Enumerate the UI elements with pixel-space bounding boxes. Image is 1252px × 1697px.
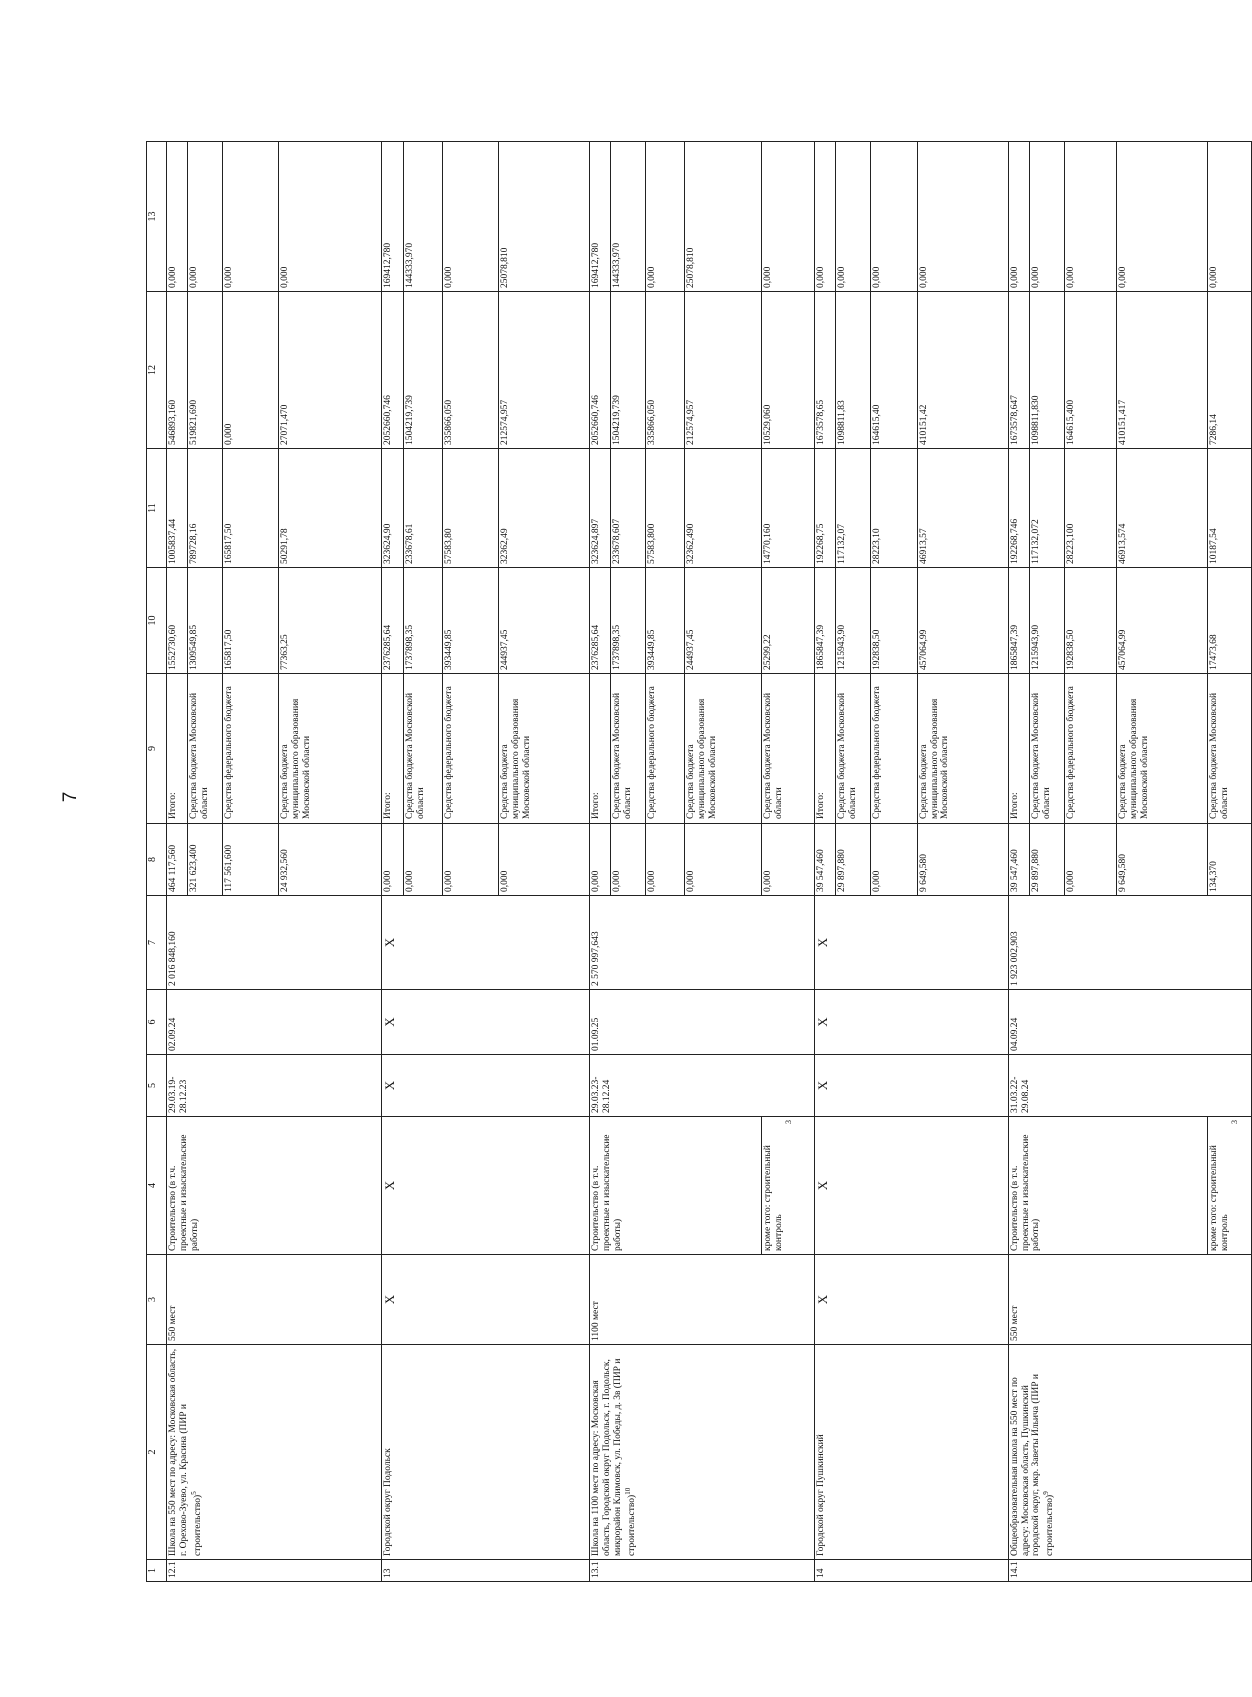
row-number: 13.1 bbox=[589, 1560, 814, 1582]
value-cell: 32362,49 bbox=[498, 449, 589, 568]
fund-label: Средства бюджета Московской области bbox=[188, 674, 223, 824]
value-cell: 1005837,44 bbox=[167, 449, 188, 568]
fund-label: Средства бюджета муниципального образования Московской области bbox=[498, 674, 589, 824]
value-cell: 14770,160 bbox=[762, 449, 814, 568]
fund-label: Средства федерального бюджета bbox=[223, 674, 279, 824]
value-cell: 7286,14 bbox=[1207, 292, 1251, 449]
x-mark: X bbox=[382, 1255, 589, 1345]
value-cell: 39 547,460 bbox=[1008, 824, 1029, 896]
x-mark: X bbox=[814, 1055, 1008, 1117]
x-mark: X bbox=[382, 1055, 589, 1117]
value-cell: 1098811,830 bbox=[1029, 292, 1064, 449]
value-cell: 1673578,65 bbox=[814, 292, 835, 449]
value-cell: 46913,57 bbox=[917, 449, 1008, 568]
value-cell: 192268,746 bbox=[1008, 449, 1029, 568]
header-cell: 13 bbox=[147, 142, 167, 292]
value-cell: 1215943,90 bbox=[835, 568, 870, 674]
object-name: Общеобразовательная школа на 550 мест по адресу: Московская область, Пушкинский городской округ, мкр. Заветы Ильича (ПИР и строительство)$^9$ bbox=[1008, 1345, 1251, 1560]
value-cell: 1504219,739 bbox=[403, 292, 442, 449]
fund-label: Средства бюджета муниципального образования Московской области bbox=[1116, 674, 1207, 824]
value-cell: 0,000 bbox=[442, 824, 498, 896]
value-cell: 335866,050 bbox=[646, 292, 685, 449]
value-cell: 457064,99 bbox=[1116, 568, 1207, 674]
value-cell: 0,000 bbox=[442, 142, 498, 292]
period-cell: 31.03.22-29.08.24 bbox=[1008, 1055, 1251, 1117]
value-cell: 39 547,460 bbox=[814, 824, 835, 896]
x-mark: X bbox=[814, 1255, 1008, 1345]
value-cell: 212574,957 bbox=[498, 292, 589, 449]
fund-label: Итого: bbox=[382, 674, 403, 824]
value-cell: 28223,100 bbox=[1064, 449, 1116, 568]
value-cell: 0,000 bbox=[870, 142, 917, 292]
table-row bbox=[814, 142, 835, 1582]
fund-label: Средства бюджета Московской области bbox=[835, 674, 870, 824]
header-cell: 12 bbox=[147, 292, 167, 449]
fund-label: Средства бюджета муниципального образования Московской области bbox=[279, 674, 382, 824]
value-cell: 321 623,400 bbox=[188, 824, 223, 896]
value-cell: 134,370 bbox=[1207, 824, 1251, 896]
value-cell: 233678,607 bbox=[611, 449, 646, 568]
value-cell: 169412,780 bbox=[382, 142, 403, 292]
value-cell: 410151,417 bbox=[1116, 292, 1207, 449]
value-cell: 2052660,746 bbox=[589, 292, 610, 449]
x-mark: X bbox=[814, 990, 1008, 1055]
value-cell: 0,000 bbox=[762, 142, 814, 292]
fund-label: Средства федерального бюджета bbox=[442, 674, 498, 824]
value-cell: 0,000 bbox=[1207, 142, 1251, 292]
value-cell: 117132,072 bbox=[1029, 449, 1064, 568]
capacity-cell: 550 мест bbox=[1008, 1255, 1251, 1345]
value-cell: 212574,957 bbox=[684, 292, 762, 449]
value-cell: 244937,45 bbox=[684, 568, 762, 674]
value-cell: 28223,10 bbox=[870, 449, 917, 568]
value-cell: 1865847,39 bbox=[814, 568, 835, 674]
object-name: Городской округ Пушкинский bbox=[814, 1345, 1008, 1560]
value-cell: 57583,800 bbox=[646, 449, 685, 568]
value-cell: 519821,690 bbox=[188, 292, 223, 449]
value-cell: 32362,490 bbox=[684, 449, 762, 568]
fund-label: Итого: bbox=[814, 674, 835, 824]
row-number: 14 bbox=[814, 1560, 1008, 1582]
value-cell: 29 897,880 bbox=[835, 824, 870, 896]
table-row bbox=[167, 142, 188, 1582]
date-cell: 02.09.24 bbox=[167, 990, 382, 1055]
value-cell: 1309549,85 bbox=[188, 568, 223, 674]
fund-label: Итого: bbox=[167, 674, 188, 824]
value-cell: 335866,050 bbox=[442, 292, 498, 449]
fund-label: Средства федерального бюджета bbox=[1064, 674, 1116, 824]
header-cell: 3 bbox=[147, 1255, 167, 1345]
value-cell: 25299,22 bbox=[762, 568, 814, 674]
value-cell: 0,000 bbox=[814, 142, 835, 292]
table-row bbox=[589, 142, 610, 1582]
header-cell: 10 bbox=[147, 568, 167, 674]
object-name: Школа на 1100 мест по адресу: Московская область, Городской округ Подольск, г. Подольск, микрорайон Климовск, ул. Победы, д. 3в (ПИР и строительство)$^{10}$ bbox=[589, 1345, 814, 1560]
value-cell: 57583,80 bbox=[442, 449, 498, 568]
work-type-cell: Строительство (в т.ч. проектные и изыскательские работы) bbox=[167, 1117, 382, 1255]
cost-cell: 2 570 997,643 bbox=[589, 896, 814, 990]
header-cell: 7 bbox=[147, 896, 167, 990]
value-cell: 323624,90 bbox=[382, 449, 403, 568]
value-cell: 410151,42 bbox=[917, 292, 1008, 449]
value-cell: 1552730,60 bbox=[167, 568, 188, 674]
value-cell: 46913,574 bbox=[1116, 449, 1207, 568]
value-cell: 164615,40 bbox=[870, 292, 917, 449]
value-cell: 323624,897 bbox=[589, 449, 610, 568]
value-cell: 27071,470 bbox=[279, 292, 382, 449]
x-mark: X bbox=[382, 896, 589, 990]
value-cell: 0,000 bbox=[498, 824, 589, 896]
work-type-cell: Строительство (в т.ч. проектные и изыскательские работы) bbox=[589, 1117, 762, 1255]
value-cell: 0,000 bbox=[188, 142, 223, 292]
value-cell: 24 932,560 bbox=[279, 824, 382, 896]
value-cell: 164615,400 bbox=[1064, 292, 1116, 449]
value-cell: 192838,50 bbox=[1064, 568, 1116, 674]
page-number: 7 bbox=[60, 791, 81, 803]
value-cell: 0,000 bbox=[589, 824, 610, 896]
value-cell: 1504219,739 bbox=[611, 292, 646, 449]
value-cell: 244937,45 bbox=[498, 568, 589, 674]
value-cell: 2052660,746 bbox=[382, 292, 403, 449]
value-cell: 117132,07 bbox=[835, 449, 870, 568]
date-cell: 04.09.24 bbox=[1008, 990, 1251, 1055]
value-cell: 144333,970 bbox=[611, 142, 646, 292]
value-cell: 0,000 bbox=[1064, 142, 1116, 292]
header-cell: 11 bbox=[147, 449, 167, 568]
value-cell: 10187,54 bbox=[1207, 449, 1251, 568]
value-cell: 144333,970 bbox=[403, 142, 442, 292]
value-cell: 29 897,880 bbox=[1029, 824, 1064, 896]
value-cell: 546893,160 bbox=[167, 292, 188, 449]
fund-label: Средства бюджета Московской области bbox=[762, 674, 814, 824]
header-cell: 6 bbox=[147, 990, 167, 1055]
value-cell: 0,000 bbox=[1008, 142, 1029, 292]
header-row bbox=[147, 142, 167, 1582]
control-label: кроме того: строительный контроль 3 bbox=[1207, 1117, 1251, 1255]
funding-table bbox=[146, 141, 1252, 1582]
x-mark: X bbox=[382, 990, 589, 1055]
value-cell: 393449,85 bbox=[442, 568, 498, 674]
fund-label: Средства бюджета Московской области bbox=[611, 674, 646, 824]
value-cell: 0,000 bbox=[167, 142, 188, 292]
object-name: Городской округ Подольск bbox=[382, 1345, 589, 1560]
header-cell: 5 bbox=[147, 1055, 167, 1117]
value-cell: 9 649,580 bbox=[917, 824, 1008, 896]
value-cell: 77363,25 bbox=[279, 568, 382, 674]
value-cell: 0,000 bbox=[223, 142, 279, 292]
value-cell: 17473,68 bbox=[1207, 568, 1251, 674]
value-cell: 464 117,560 bbox=[167, 824, 188, 896]
fund-label: Итого: bbox=[589, 674, 610, 824]
value-cell: 0,000 bbox=[917, 142, 1008, 292]
header-cell: 4 bbox=[147, 1117, 167, 1255]
value-cell: 0,000 bbox=[870, 824, 917, 896]
cost-cell: 2 016 848,160 bbox=[167, 896, 382, 990]
cost-cell: 1 923 002,903 bbox=[1008, 896, 1251, 990]
value-cell: 9 649,580 bbox=[1116, 824, 1207, 896]
x-mark: X bbox=[814, 1117, 1008, 1255]
fund-label: Средства бюджета Московской области bbox=[1029, 674, 1064, 824]
value-cell: 50291,78 bbox=[279, 449, 382, 568]
value-cell: 2376285,64 bbox=[382, 568, 403, 674]
capacity-cell: 1100 мест bbox=[589, 1255, 814, 1345]
row-number: 13 bbox=[382, 1560, 589, 1582]
x-mark: X bbox=[382, 1117, 589, 1255]
row-number: 14.1 bbox=[1008, 1560, 1251, 1582]
value-cell: 165817,50 bbox=[223, 568, 279, 674]
value-cell: 0,000 bbox=[762, 824, 814, 896]
header-cell: 2 bbox=[147, 1345, 167, 1560]
capacity-cell: 550 мест bbox=[167, 1255, 382, 1345]
value-cell: 0,000 bbox=[1064, 824, 1116, 896]
value-cell: 393449,85 bbox=[646, 568, 685, 674]
value-cell: 0,000 bbox=[1116, 142, 1207, 292]
control-label: кроме того: строительный контроль 3 bbox=[762, 1117, 814, 1255]
value-cell: 0,000 bbox=[403, 824, 442, 896]
value-cell: 1673578,647 bbox=[1008, 292, 1029, 449]
value-cell: 165817,50 bbox=[223, 449, 279, 568]
fund-label: Средства бюджета муниципального образования Московской области bbox=[917, 674, 1008, 824]
fund-label: Средства федерального бюджета bbox=[646, 674, 685, 824]
fund-label: Средства бюджета Московской области bbox=[1207, 674, 1251, 824]
row-number: 12.1 bbox=[167, 1560, 382, 1582]
value-cell: 1098811,83 bbox=[835, 292, 870, 449]
value-cell: 192838,50 bbox=[870, 568, 917, 674]
object-name: Школа на 550 мест по адресу: Московская область, г. Орехово-Зуево, ул. Красина (ПИР и строительство)$^5$ bbox=[167, 1345, 382, 1560]
value-cell: 0,000 bbox=[382, 824, 403, 896]
value-cell: 10529,060 bbox=[762, 292, 814, 449]
value-cell: 0,000 bbox=[1029, 142, 1064, 292]
value-cell: 117 561,600 bbox=[223, 824, 279, 896]
x-mark: X bbox=[814, 896, 1008, 990]
header-cell: 1 bbox=[147, 1560, 167, 1582]
date-cell: 01.09.25 bbox=[589, 990, 814, 1055]
value-cell: 25078,810 bbox=[498, 142, 589, 292]
header-cell: 8 bbox=[147, 824, 167, 896]
fund-label: Средства бюджета Московской области bbox=[403, 674, 442, 824]
value-cell: 457064,99 bbox=[917, 568, 1008, 674]
period-cell: 29.03.19-28.12.23 bbox=[167, 1055, 382, 1117]
value-cell: 1737898,35 bbox=[403, 568, 442, 674]
fund-label: Средства федерального бюджета bbox=[870, 674, 917, 824]
value-cell: 0,000 bbox=[684, 824, 762, 896]
value-cell: 2376285,64 bbox=[589, 568, 610, 674]
value-cell: 0,000 bbox=[223, 292, 279, 449]
value-cell: 25078,810 bbox=[684, 142, 762, 292]
table-row bbox=[382, 142, 403, 1582]
fund-label: Средства бюджета муниципального образования Московской области bbox=[684, 674, 762, 824]
value-cell: 192268,75 bbox=[814, 449, 835, 568]
value-cell: 0,000 bbox=[646, 142, 685, 292]
header-cell: 9 bbox=[147, 674, 167, 824]
value-cell: 1865847,39 bbox=[1008, 568, 1029, 674]
value-cell: 0,000 bbox=[279, 142, 382, 292]
table-row bbox=[1008, 142, 1029, 1582]
rotated-table-container bbox=[146, 142, 1252, 1582]
fund-label: Итого: bbox=[1008, 674, 1029, 824]
value-cell: 1215943,90 bbox=[1029, 568, 1064, 674]
value-cell: 1737898,35 bbox=[611, 568, 646, 674]
value-cell: 0,000 bbox=[611, 824, 646, 896]
value-cell: 169412,780 bbox=[589, 142, 610, 292]
period-cell: 29.03.23-28.12.24 bbox=[589, 1055, 814, 1117]
value-cell: 789728,16 bbox=[188, 449, 223, 568]
value-cell: 0,000 bbox=[835, 142, 870, 292]
work-type-cell: Строительство (в т.ч. проектные и изыскательские работы) bbox=[1008, 1117, 1207, 1255]
value-cell: 0,000 bbox=[646, 824, 685, 896]
value-cell: 233678,61 bbox=[403, 449, 442, 568]
